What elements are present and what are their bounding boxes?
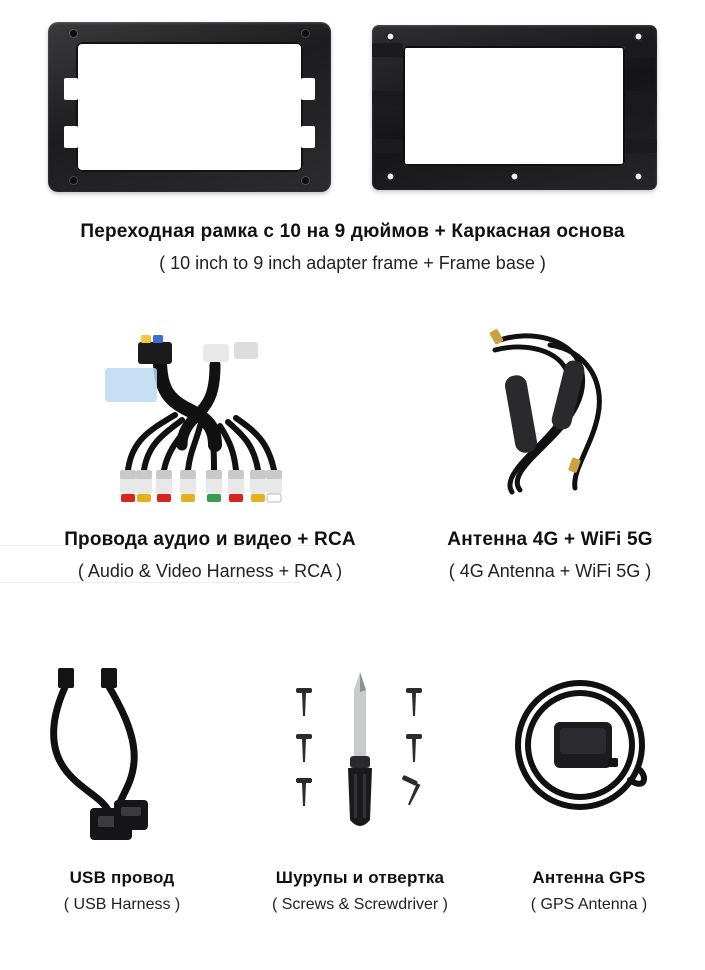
caption-en: ( GPS Antenna ) <box>530 896 648 913</box>
caption-screws-screwdriver <box>236 867 484 915</box>
item-screws-screwdriver <box>236 650 484 950</box>
caption-ru: Переходная рамка с 10 на 9 дюймов + Каркасная основа <box>80 221 625 242</box>
screw-hole-icon <box>510 172 519 181</box>
adapter-frame-image <box>48 22 331 192</box>
caption-ru: Провода аудио и видео + RCA <box>64 528 356 550</box>
antenna-4g-wifi-image <box>400 320 700 520</box>
item-audio-video-harness <box>10 320 410 610</box>
frame-base-image <box>372 25 657 190</box>
screw-hole-icon <box>70 30 77 37</box>
caption-usb-harness <box>8 867 236 915</box>
frame-tab <box>626 91 657 105</box>
screw-hole-icon <box>302 177 309 184</box>
frame-tab <box>372 91 403 105</box>
frame-notch <box>301 126 315 148</box>
section-harness-antenna <box>0 320 705 610</box>
screw-hole-icon <box>302 30 309 37</box>
usb-cable-image <box>8 650 236 850</box>
caption-ru: Шурупы и отвертка <box>275 867 445 887</box>
screw-hole-icon <box>70 177 77 184</box>
caption-audio-video-harness <box>10 528 410 582</box>
caption-gps-antenna <box>480 867 698 915</box>
caption-frames <box>0 220 705 274</box>
caption-en: ( Audio & Video Harness + RCA ) <box>77 560 343 581</box>
caption-en: ( USB Harness ) <box>63 896 181 913</box>
frame-tab <box>626 43 657 57</box>
item-4g-wifi-antenna <box>400 320 700 610</box>
section-accessories <box>0 650 705 950</box>
screw-hole-icon <box>386 32 395 41</box>
caption-ru: Антенна 4G + WiFi 5G <box>447 528 653 550</box>
screw-hole-icon <box>386 172 395 181</box>
item-usb-harness <box>8 650 236 950</box>
frame-tab <box>626 139 657 153</box>
screwdriver-screws-image <box>236 650 484 850</box>
screw-hole-icon <box>634 32 643 41</box>
frame-tab <box>372 139 403 153</box>
frame-notch <box>64 78 78 100</box>
caption-en: ( Screws & Screwdriver ) <box>271 896 449 913</box>
frame-notch <box>301 78 315 100</box>
caption-ru: Антенна GPS <box>532 867 646 887</box>
caption-en: ( 10 inch to 9 inch adapter frame + Frame base ) <box>159 252 546 273</box>
caption-ru: USB провод <box>69 867 175 887</box>
item-gps-antenna <box>480 650 698 950</box>
frame-tab <box>372 43 403 57</box>
wiring-harness-rca-image <box>10 320 410 520</box>
screw-hole-icon <box>634 172 643 181</box>
caption-4g-wifi-antenna <box>400 528 700 582</box>
frame-notch <box>64 126 78 148</box>
gps-antenna-image <box>480 650 698 850</box>
section-frames <box>0 0 705 300</box>
caption-en: ( 4G Antenna + WiFi 5G ) <box>448 560 652 581</box>
